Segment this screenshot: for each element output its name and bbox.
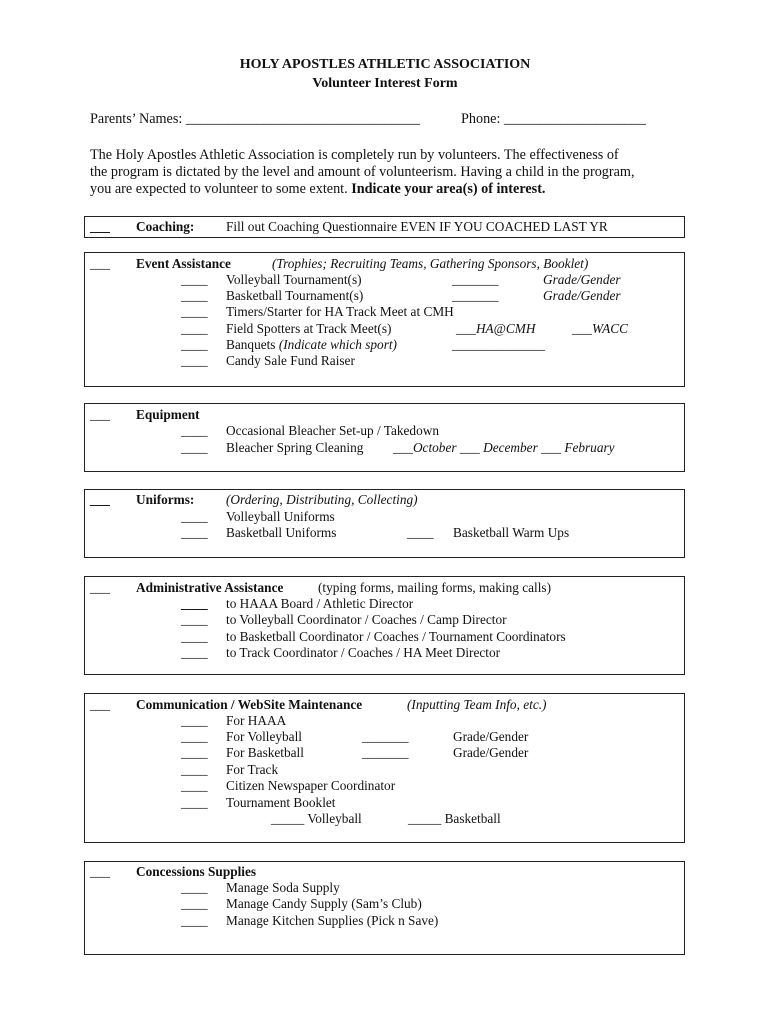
event-item-label: Volleyball Tournament(s) <box>226 272 362 287</box>
form-title: Volunteer Interest Form <box>312 76 458 91</box>
coaching-title: Coaching: <box>136 219 195 234</box>
admin-note: (typing forms, mailing forms, making calls) <box>318 580 552 595</box>
cleaning-months[interactable]: ___October ___ December ___ February <box>393 440 615 455</box>
wacc-option[interactable]: ___WACC <box>572 321 628 336</box>
communication-item-checkbox[interactable]: ____ <box>181 729 208 744</box>
communication-title: Communication / WebSite Maintenance <box>136 697 363 712</box>
communication-note: (Inputting Team Info, etc.) <box>407 697 547 712</box>
equipment-item-checkbox[interactable]: ____ <box>181 423 208 438</box>
communication-item-checkbox[interactable]: ____ <box>181 713 208 728</box>
communication-item-label: For Basketball <box>226 745 304 760</box>
event-item-checkbox[interactable]: ____ <box>181 304 208 319</box>
coaching-note: Fill out Coaching Questionnaire EVEN IF YOU COACHED LAST YR <box>226 219 608 234</box>
concessions-checkbox[interactable]: ___ <box>90 864 110 879</box>
admin-item-label: to Volleyball Coordinator / Coaches / Camp Director <box>226 612 507 627</box>
booklet-volleyball-option[interactable]: _____ Volleyball <box>271 811 362 826</box>
admin-title: Administrative Assistance <box>136 580 284 595</box>
event-item-checkbox[interactable]: ____ <box>181 272 208 287</box>
communication-item-label: For HAAA <box>226 713 287 728</box>
admin-item-checkbox[interactable]: ____ <box>181 645 208 660</box>
concessions-item-checkbox[interactable]: ____ <box>181 913 208 928</box>
ha-cmh-option[interactable]: ___HA@CMH <box>456 321 536 336</box>
communication-item-checkbox[interactable]: ____ <box>181 795 208 810</box>
concessions-item-label: Manage Soda Supply <box>226 880 340 895</box>
grade-gender-label: Grade/Gender <box>453 729 529 744</box>
grade-gender-label: Grade/Gender <box>543 288 621 303</box>
event-item-label: Field Spotters at Track Meet(s) <box>226 321 392 336</box>
grade-gender-label: Grade/Gender <box>543 272 621 287</box>
communication-item-checkbox[interactable]: ____ <box>181 745 208 760</box>
event-item-checkbox[interactable]: ____ <box>181 337 208 352</box>
communication-section <box>84 693 685 843</box>
uniforms-item-label: Volleyball Uniforms <box>226 509 335 524</box>
admin-checkbox[interactable]: ___ <box>90 580 110 595</box>
admin-item-checkbox[interactable]: ____ <box>181 596 208 611</box>
parents-names-field[interactable]: Parents’ Names: _________________________________ <box>90 111 420 127</box>
communication-checkbox[interactable]: ___ <box>90 697 110 712</box>
event-item-label: Timers/Starter for HA Track Meet at CMH <box>226 304 454 319</box>
event-item-label: Banquets (Indicate which sport) <box>226 337 397 352</box>
admin-item-label: to Track Coordinator / Coaches / HA Meet Director <box>226 645 501 660</box>
uniforms-item-checkbox[interactable]: ____ <box>181 509 208 524</box>
grade-blank[interactable]: _______ <box>452 288 499 303</box>
uniforms-item-checkbox[interactable]: ____ <box>181 525 208 540</box>
grade-gender-label: Grade/Gender <box>453 745 529 760</box>
concessions-item-checkbox[interactable]: ____ <box>181 896 208 911</box>
admin-item-checkbox[interactable]: ____ <box>181 629 208 644</box>
event-item-label: Candy Sale Fund Raiser <box>226 353 355 368</box>
event-item-checkbox[interactable]: ____ <box>181 288 208 303</box>
uniforms-note: (Ordering, Distributing, Collecting) <box>226 492 418 507</box>
intro-line-2: the program is dictated by the level and amount of volunteerism. Having a child in the program, <box>90 164 635 180</box>
equipment-checkbox[interactable]: ___ <box>90 407 110 422</box>
concessions-item-label: Manage Candy Supply (Sam’s Club) <box>226 896 422 911</box>
admin-item-checkbox[interactable]: ____ <box>181 612 208 627</box>
communication-item-checkbox[interactable]: ____ <box>181 778 208 793</box>
intro-line-3: you are expected to volunteer to some extent. Indicate your area(s) of interest. <box>90 181 546 197</box>
grade-blank[interactable]: _______ <box>362 729 409 744</box>
event-checkbox[interactable]: ___ <box>90 256 110 271</box>
sport-blank[interactable]: ______________ <box>452 337 546 352</box>
intro-line-1: The Holy Apostles Athletic Association is completely run by volunteers. The effectiveness of <box>90 147 619 163</box>
event-note: (Trophies; Recruiting Teams, Gathering Sponsors, Booklet) <box>272 256 589 271</box>
event-item-checkbox[interactable]: ____ <box>181 353 208 368</box>
grade-blank[interactable]: _______ <box>452 272 499 287</box>
warmups-checkbox[interactable]: ____ <box>407 525 434 540</box>
admin-item-label: to Basketball Coordinator / Coaches / Tournament Coordinators <box>226 629 566 644</box>
uniforms-title: Uniforms: <box>136 492 195 507</box>
org-title: HOLY APOSTLES ATHLETIC ASSOCIATION <box>239 57 531 72</box>
communication-item-checkbox[interactable]: ____ <box>181 762 208 777</box>
communication-item-label: For Track <box>226 762 279 777</box>
communication-item-label: For Volleyball <box>226 729 302 744</box>
booklet-basketball-option[interactable]: _____ Basketball <box>408 811 501 826</box>
concessions-item-checkbox[interactable]: ____ <box>181 880 208 895</box>
equipment-item-checkbox[interactable]: ____ <box>181 440 208 455</box>
communication-item-label: Citizen Newspaper Coordinator <box>226 778 396 793</box>
equipment-item-label: Occasional Bleacher Set-up / Takedown <box>226 423 439 438</box>
communication-item-label: Tournament Booklet <box>226 795 336 810</box>
equipment-title: Equipment <box>136 407 200 422</box>
coaching-checkbox[interactable]: ___ <box>90 219 110 234</box>
event-item-label: Basketball Tournament(s) <box>226 288 364 303</box>
phone-field[interactable]: Phone: ____________________ <box>461 111 646 127</box>
event-title: Event Assistance <box>136 256 231 271</box>
concessions-item-label: Manage Kitchen Supplies (Pick n Save) <box>226 913 439 928</box>
admin-item-label: to HAAA Board / Athletic Director <box>226 596 414 611</box>
concessions-title: Concessions Supplies <box>136 864 257 879</box>
uniforms-checkbox[interactable]: ___ <box>90 492 110 507</box>
uniforms-item-label: Basketball Uniforms <box>226 525 337 540</box>
grade-blank[interactable]: _______ <box>362 745 409 760</box>
warmups-label: Basketball Warm Ups <box>453 525 570 540</box>
equipment-item-label: Bleacher Spring Cleaning <box>226 440 364 455</box>
event-item-checkbox[interactable]: ____ <box>181 321 208 336</box>
